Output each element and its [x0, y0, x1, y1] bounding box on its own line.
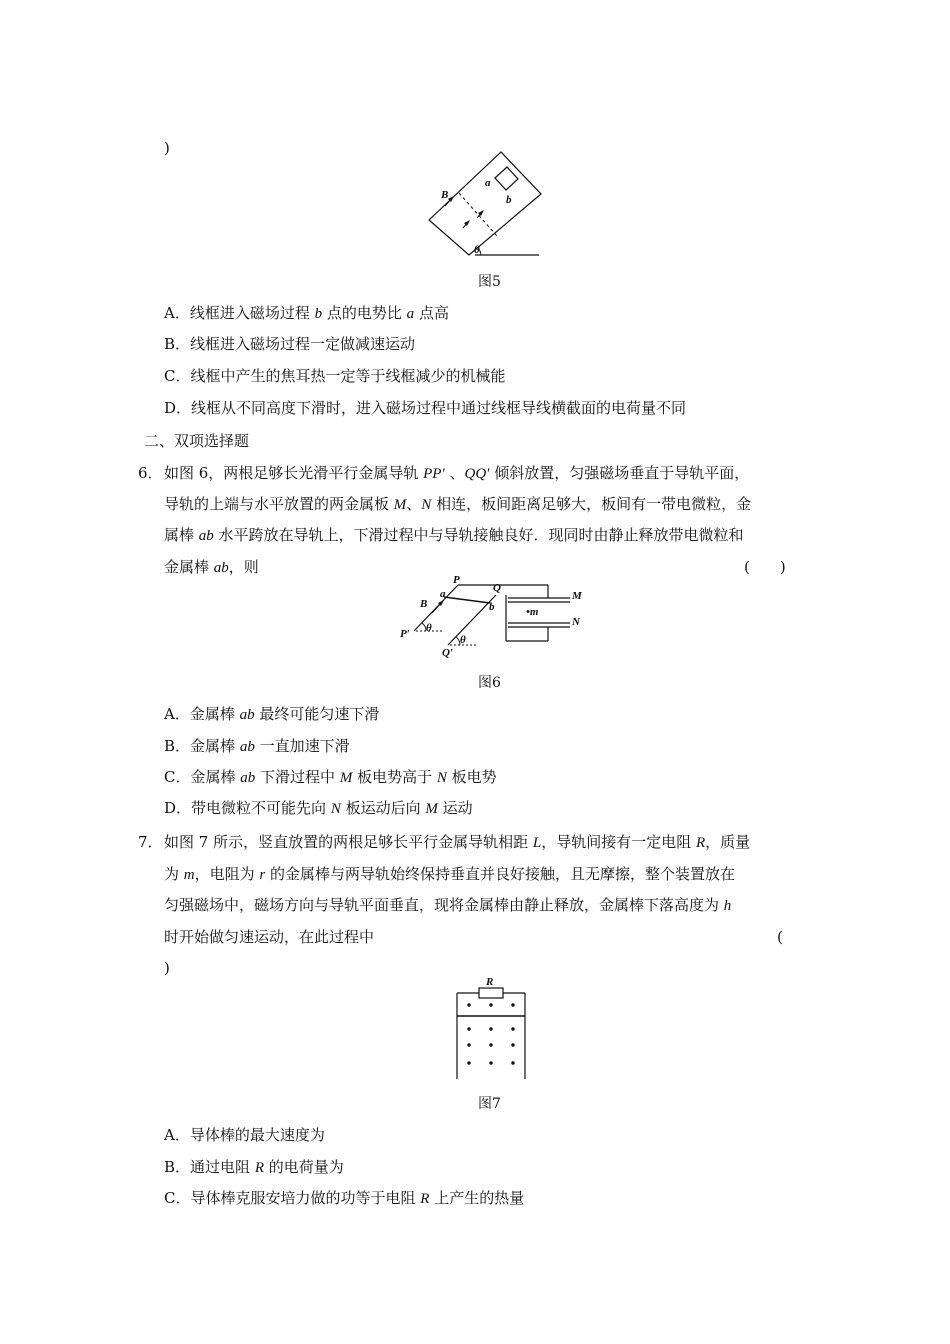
q6-answer-paren: ( ): [744, 558, 786, 576]
q5-option-a: A．线框进入磁场过程 b 点的电势比 a 点高: [164, 304, 449, 322]
figure-7-caption: 图7: [478, 1096, 501, 1112]
fig6-label-M: M: [572, 590, 582, 602]
q5-paren-close: ): [164, 139, 170, 157]
figure-7-diagram: [455, 975, 530, 1081]
q5-option-d: D．线框从不同高度下滑时，进入磁场过程中通过线框导线横截面的电荷量不同: [164, 399, 687, 417]
fig6-label-m: •m: [526, 606, 539, 618]
q6-number: 6．: [138, 464, 163, 482]
q6-line-2: 导轨的上端与水平放置的两金属板 M、N 相连，板间距离足够大，板间有一带电微粒，金: [164, 495, 752, 513]
q6-line-4: 金属棒 ab，则: [164, 558, 259, 576]
q7-line-2: 为 m，电阻为 r 的金属棒与两导轨始终保持垂直并良好接触，且无摩擦，整个装置放在: [164, 865, 736, 883]
fig5-label-b: b: [506, 194, 512, 206]
fig5-label-B: B: [441, 189, 449, 201]
q6-option-d: D．带电微粒不可能先向 N 板运动后向 M 运动: [164, 799, 473, 817]
fig5-label-a: a: [485, 177, 491, 189]
fig6-label-b: b: [489, 601, 495, 613]
q5-option-b: B．线框进入磁场过程一定做减速运动: [164, 335, 416, 353]
q6-line-3: 属棒 ab 水平跨放在导轨上，下滑过程中与导轨接触良好．现同时由静止释放带电微粒和: [164, 526, 744, 544]
q6-option-a: A．金属棒 ab 最终可能匀速下滑: [164, 705, 380, 723]
q6-option-c: C．金属棒 ab 下滑过程中 M 板电势高于 N 板电势: [164, 768, 497, 786]
figure-5-diagram: [415, 150, 545, 260]
q7-option-c: C．导体棒克服安培力做的功等于电阻 R 上产生的热量: [164, 1189, 525, 1207]
figure-6-caption: 图6: [478, 675, 501, 691]
q6-line-1: 如图 6，两根足够长光滑平行金属导轨 PP′ 、QQ′ 倾斜放置，匀强磁场垂直于导轨平面，: [164, 464, 750, 482]
fig7-label-R: R: [486, 976, 494, 988]
fig6-label-N: N: [572, 616, 580, 628]
fig6-label-theta-1: θ: [426, 622, 432, 634]
q7-paren-close: ): [164, 959, 170, 977]
fig6-label-a: a: [440, 588, 446, 600]
fig6-label-theta-2: θ: [460, 634, 466, 646]
fig6-label-P: P: [453, 574, 460, 586]
figure-6-diagram: [398, 575, 598, 660]
q7-line-3: 匀强磁场中，磁场方向与导轨平面垂直，现将金属棒由静止释放，金属棒下落高度为 h: [164, 896, 732, 914]
fig6-label-Pprime: P′: [400, 628, 410, 640]
q7-line-4: 时开始做匀速运动，在此过程中: [164, 928, 375, 946]
q5-option-c: C．线框中产生的焦耳热一定等于线框减少的机械能: [164, 367, 506, 385]
q7-paren-open: (: [777, 928, 783, 946]
fig6-label-Qprime: Q′: [442, 647, 454, 659]
q7-option-b: B．通过电阻 R 的电荷量为: [164, 1158, 344, 1176]
q7-number: 7．: [138, 833, 163, 851]
fig6-label-Q: Q: [493, 582, 501, 594]
fig6-label-B: B: [420, 598, 428, 610]
figure-5-caption: 图5: [478, 274, 501, 290]
fig5-label-theta: θ: [474, 244, 480, 256]
q7-line-1: 如图 7 所示，竖直放置的两根足够长平行金属导轨相距 L，导轨间接有一定电阻 R，质量: [164, 833, 751, 851]
q6-option-b: B．金属棒 ab 一直加速下滑: [164, 737, 350, 755]
section-2-title: 二、双项选择题: [144, 432, 250, 450]
q7-option-a: A．导体棒的最大速度为: [164, 1126, 325, 1144]
